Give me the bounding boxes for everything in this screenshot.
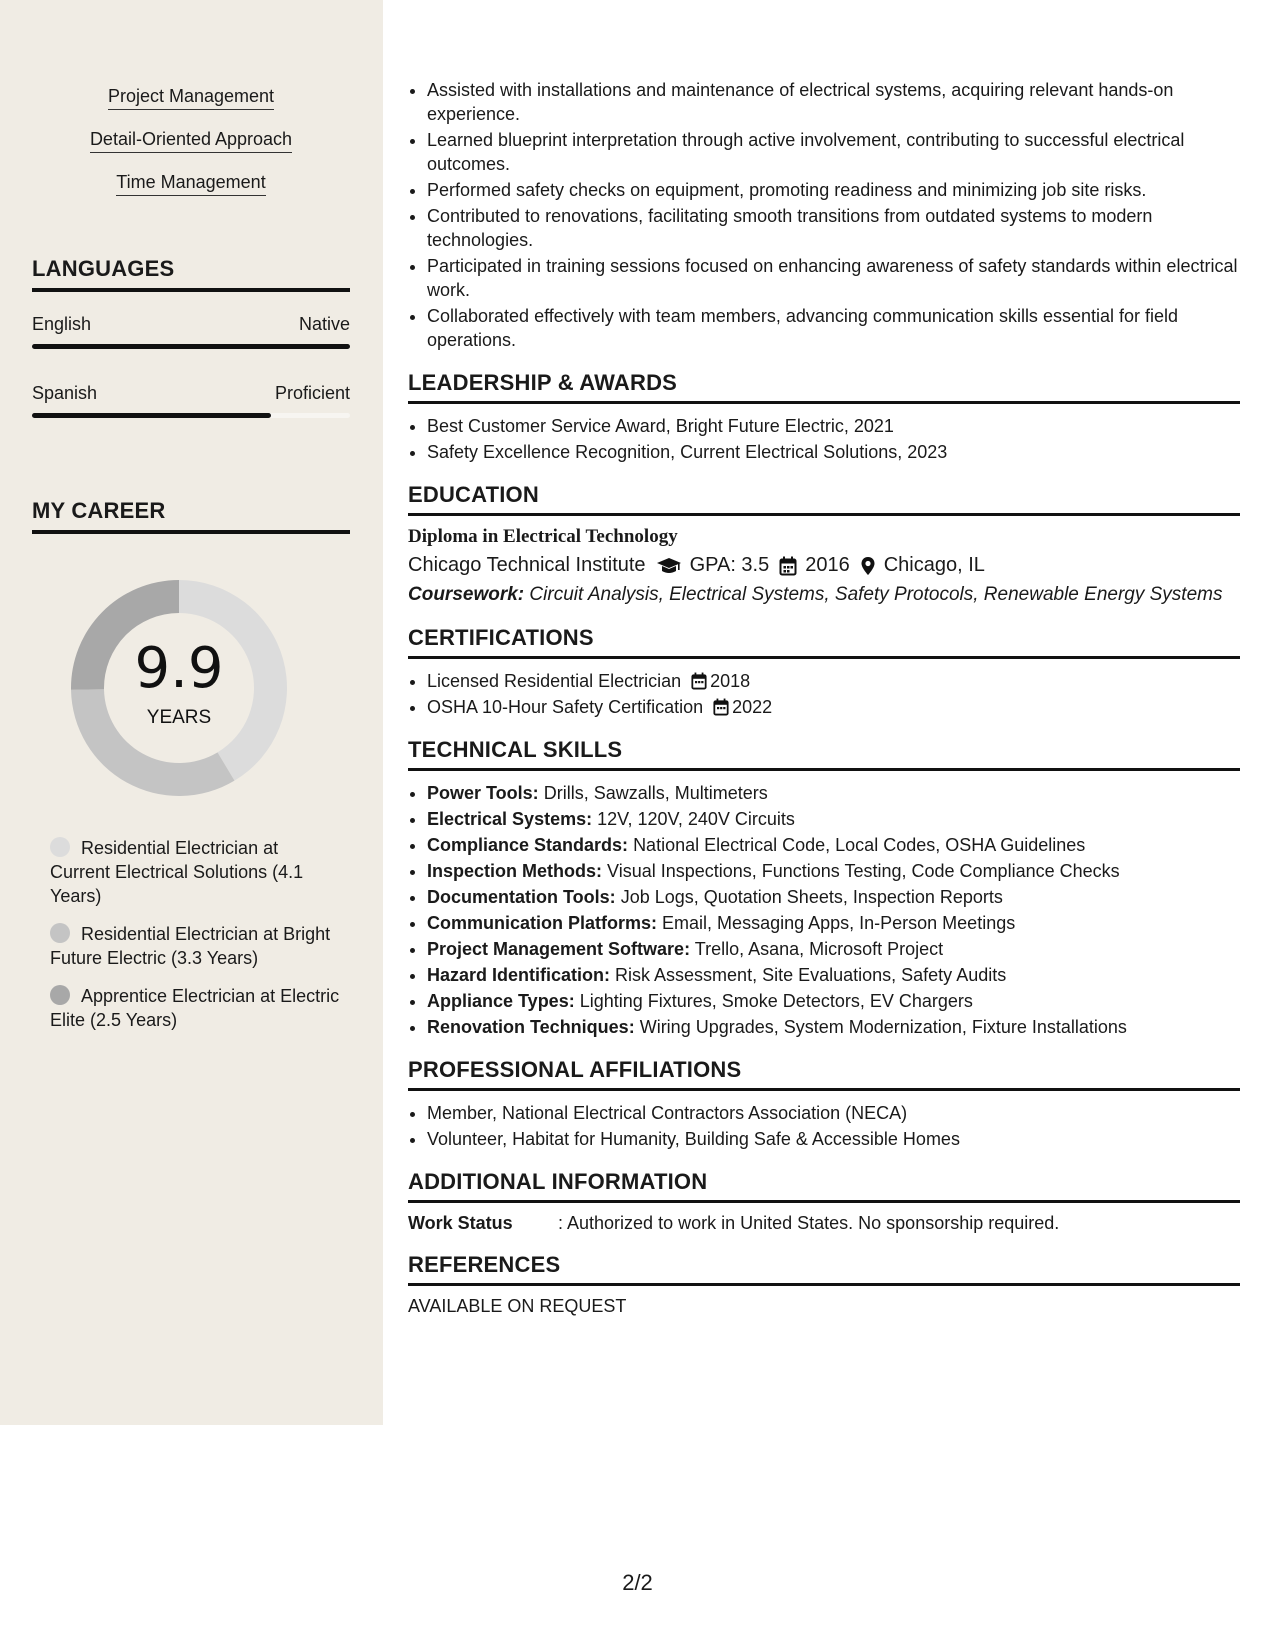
legend-dot-icon — [50, 985, 70, 1005]
certification-name: Licensed Residential Electrician — [427, 671, 682, 691]
additional-info-heading: ADDITIONAL INFORMATION — [408, 1169, 1240, 1203]
leadership-list — [408, 414, 1240, 464]
technical-skill-item — [427, 1015, 1240, 1039]
page-number: 2/2 — [622, 1570, 653, 1595]
career-item-text: Residential Electrician at Bright Future Electric (3.3 Years) — [50, 924, 331, 968]
experience-bullet: • Learned blueprint interpretation through active involvement, contributing to successful electrical outcomes. — [427, 128, 1240, 176]
skill-value: National Electrical Code, Local Codes, OSHA Guidelines — [633, 835, 1086, 855]
technical-skill-item — [427, 937, 1240, 961]
graduation-cap-icon — [656, 556, 682, 576]
skill-tag: Time Management — [116, 172, 265, 196]
main-content — [408, 78, 1240, 1317]
references-heading: REFERENCES — [408, 1252, 1240, 1286]
sidebar — [0, 0, 383, 1425]
map-pin-icon — [860, 556, 876, 576]
skill-value: Wiring Upgrades, System Modernization, Fixture Installations — [639, 1017, 1127, 1037]
skill-value: Trello, Asana, Microsoft Project — [694, 939, 944, 959]
work-status-label: Work Status — [408, 1213, 513, 1233]
donut-segment-1 — [71, 689, 234, 796]
skill-tag: Detail-Oriented Approach — [90, 129, 292, 153]
leadership-item: • Safety Excellence Recognition, Current Electrical Solutions, 2023 — [427, 440, 1240, 464]
experience-bullet: • Performed safety checks on equipment, promoting readiness and minimizing job site risks. — [427, 178, 1240, 202]
skill-value: 12V, 120V, 240V Circuits — [597, 809, 795, 829]
certification-name: OSHA 10-Hour Safety Certification — [427, 697, 704, 717]
language-level: Proficient — [274, 383, 350, 403]
skill-label: Appliance Types: — [427, 991, 575, 1011]
experience-bullet: • Participated in training sessions focused on enhancing awareness of safety standards within electrical work. — [427, 254, 1240, 302]
skill-tag: Project Management — [108, 86, 274, 110]
career-item-text: Apprentice Electrician at Electric Elite (2.5 Years) — [50, 986, 340, 1030]
technical-skills-heading: TECHNICAL SKILLS — [408, 737, 1240, 771]
skill-value: Risk Assessment, Site Evaluations, Safety Audits — [615, 965, 1007, 985]
leadership-heading: LEADERSHIP & AWARDS — [408, 370, 1240, 404]
language-bar — [32, 344, 350, 349]
coursework-list: Circuit Analysis, Electrical Systems, Safety Protocols, Renewable Energy Systems — [529, 584, 1223, 605]
skill-label: Inspection Methods: — [427, 861, 602, 881]
language-name: Spanish — [32, 383, 98, 403]
technical-skill-item — [427, 885, 1240, 909]
language-bar-fill — [32, 344, 350, 349]
technical-skill-item — [427, 833, 1240, 857]
language-bar-fill — [32, 413, 271, 418]
language-name: English — [32, 314, 92, 334]
education-heading: EDUCATION — [408, 482, 1240, 516]
technical-skill-item — [427, 781, 1240, 805]
affiliation-item: • Member, National Electrical Contractors Association (NECA) — [427, 1101, 1240, 1125]
skills-list — [32, 86, 350, 215]
legend-dot-icon — [50, 837, 70, 857]
skill-label: Hazard Identification: — [427, 965, 611, 985]
coursework-label: Coursework: — [408, 584, 525, 605]
certifications-heading: CERTIFICATIONS — [408, 625, 1240, 659]
education-details — [408, 554, 1240, 577]
work-status-row — [408, 1213, 1240, 1234]
graduation-year: 2016 — [805, 554, 850, 576]
school-name: Chicago Technical Institute — [408, 554, 646, 576]
certification-year: 2018 — [710, 671, 751, 691]
skill-label: Power Tools: — [427, 783, 539, 803]
career-unit: YEARS — [146, 707, 212, 728]
affiliations-heading: PROFESSIONAL AFFILIATIONS — [408, 1057, 1240, 1091]
technical-skills-list — [408, 781, 1240, 1039]
certification-item — [427, 669, 1240, 693]
career-donut-chart — [66, 575, 292, 801]
skill-label: Renovation Techniques: — [427, 1017, 635, 1037]
career-heading: MY CAREER — [32, 498, 350, 534]
language-row — [32, 314, 350, 335]
skill-label: Project Management Software: — [427, 939, 691, 959]
leadership-item: • Best Customer Service Award, Bright Future Electric, 2021 — [427, 414, 1240, 438]
language-level: Native — [298, 314, 350, 334]
location: Chicago, IL — [883, 554, 985, 576]
career-total: 9.9 — [134, 636, 224, 701]
technical-skill-item — [427, 989, 1240, 1013]
calendar-icon — [779, 556, 797, 576]
skill-value: Email, Messaging Apps, In-Person Meetings — [662, 913, 1016, 933]
legend-dot-icon — [50, 923, 70, 943]
references-text: AVAILABLE ON REQUEST — [408, 1296, 627, 1316]
career-item — [50, 922, 340, 970]
certifications-list — [408, 669, 1240, 719]
work-status-value: : Authorized to work in United States. No sponsorship required. — [558, 1213, 1060, 1233]
skill-value: Job Logs, Quotation Sheets, Inspection Reports — [620, 887, 1003, 907]
coursework — [408, 583, 1240, 607]
skill-label: Documentation Tools: — [427, 887, 616, 907]
experience-bullet: • Assisted with installations and maintenance of electrical systems, acquiring relevant hands-on experience. — [427, 78, 1240, 126]
skill-value: Drills, Sawzalls, Multimeters — [543, 783, 768, 803]
language-row — [32, 383, 350, 404]
languages-heading: LANGUAGES — [32, 256, 350, 292]
career-item-text: Residential Electrician at Current Electrical Solutions (4.1 Years) — [50, 838, 304, 906]
skill-value: Lighting Fixtures, Smoke Detectors, EV Chargers — [579, 991, 973, 1011]
career-item — [50, 984, 340, 1032]
degree-title: Diploma in Electrical Technology — [408, 526, 678, 547]
experience-bullet: • Contributed to renovations, facilitating smooth transitions from outdated systems to modern technologies. — [427, 204, 1240, 252]
career-list — [50, 836, 340, 1046]
affiliations-list — [408, 1101, 1240, 1151]
skill-label: Compliance Standards: — [427, 835, 629, 855]
calendar-icon — [713, 698, 729, 716]
calendar-icon — [691, 672, 707, 690]
gpa: GPA: 3.5 — [689, 554, 770, 576]
certification-year: 2022 — [732, 697, 773, 717]
certification-item — [427, 695, 1240, 719]
affiliation-item: • Volunteer, Habitat for Humanity, Building Safe & Accessible Homes — [427, 1127, 1240, 1151]
technical-skill-item — [427, 807, 1240, 831]
experience-bullet: • Collaborated effectively with team members, advancing communication skills essential for field operations. — [427, 304, 1240, 352]
experience-bullets — [408, 78, 1240, 352]
career-item — [50, 836, 340, 908]
technical-skill-item — [427, 911, 1240, 935]
skill-label: Communication Platforms: — [427, 913, 658, 933]
language-bar — [32, 413, 350, 418]
technical-skill-item — [427, 963, 1240, 987]
skill-value: Visual Inspections, Functions Testing, Code Compliance Checks — [607, 861, 1120, 881]
skill-label: Electrical Systems: — [427, 809, 593, 829]
technical-skill-item — [427, 859, 1240, 883]
